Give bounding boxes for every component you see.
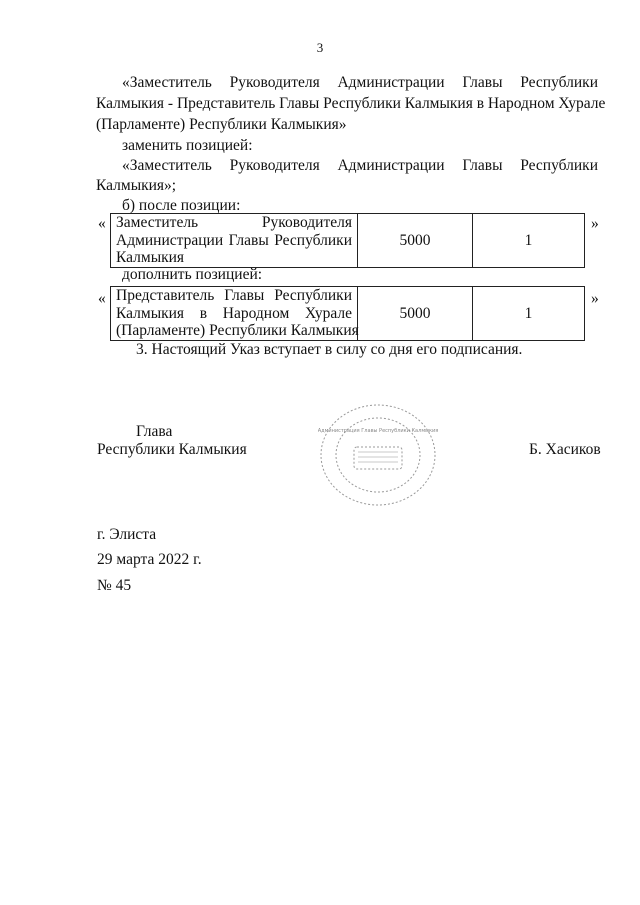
- table1-name-line2: Администрации Главы Республики: [116, 231, 352, 249]
- table2-close-quote: »: [591, 290, 599, 307]
- table1-name-cell: [111, 214, 358, 268]
- signature-name: Б. Хасиков: [529, 441, 601, 458]
- replace-label: заменить позицией:: [122, 137, 253, 154]
- document-number: № 45: [97, 577, 132, 594]
- table2-name-cell: [111, 287, 358, 341]
- point-3: 3. Настоящий Указ вступает в силу со дня его подписания.: [136, 341, 523, 358]
- signature-title-line2: Республики Калмыкия: [97, 441, 247, 458]
- table1-close-quote: »: [591, 215, 599, 232]
- position-table-1: [110, 213, 585, 268]
- table2-name-line3: (Парламенте) Республики Калмыкия: [116, 322, 359, 339]
- table2-value-cell: 5000: [358, 287, 473, 341]
- table1-name-line1: Заместитель Руководителя: [116, 214, 352, 231]
- table2-count-cell: 1: [473, 287, 585, 341]
- table1-count-cell: 1: [473, 214, 585, 268]
- place: г. Элиста: [97, 526, 157, 543]
- table2-name-line2: Калмыкия в Народном Хурале: [116, 304, 352, 322]
- seal-text: Администрация Главы Республики Калмыкия: [318, 428, 438, 434]
- quote1-line2: Калмыкия - Представитель Главы Республики Калмыкия в Народном Хурале: [96, 95, 606, 112]
- date: 29 марта 2022 г.: [97, 551, 202, 568]
- table2-open-quote: «: [98, 290, 106, 307]
- table1-value-cell: 5000: [358, 214, 473, 268]
- page-number: 3: [316, 40, 324, 55]
- supplement-label: дополнить позицией:: [122, 266, 263, 283]
- quote2-line2: Калмыкия»;: [96, 177, 177, 194]
- quote2-line1: «Заместитель Руководителя Администрации Главы Республики: [122, 157, 598, 174]
- signature-title-line1: Глава: [136, 423, 173, 440]
- after-label: б) после позиции:: [122, 197, 241, 214]
- position-table-2: [110, 286, 585, 341]
- table1-open-quote: «: [98, 215, 106, 232]
- official-seal: [318, 402, 438, 508]
- table2-name-line1: Представитель Главы Республики: [116, 287, 352, 304]
- quote1-line3: (Парламенте) Республики Калмыкия»: [96, 116, 347, 133]
- quote1-line1: «Заместитель Руководителя Администрации Главы Республики: [122, 74, 598, 91]
- table1-name-line3: Калмыкия: [116, 249, 185, 266]
